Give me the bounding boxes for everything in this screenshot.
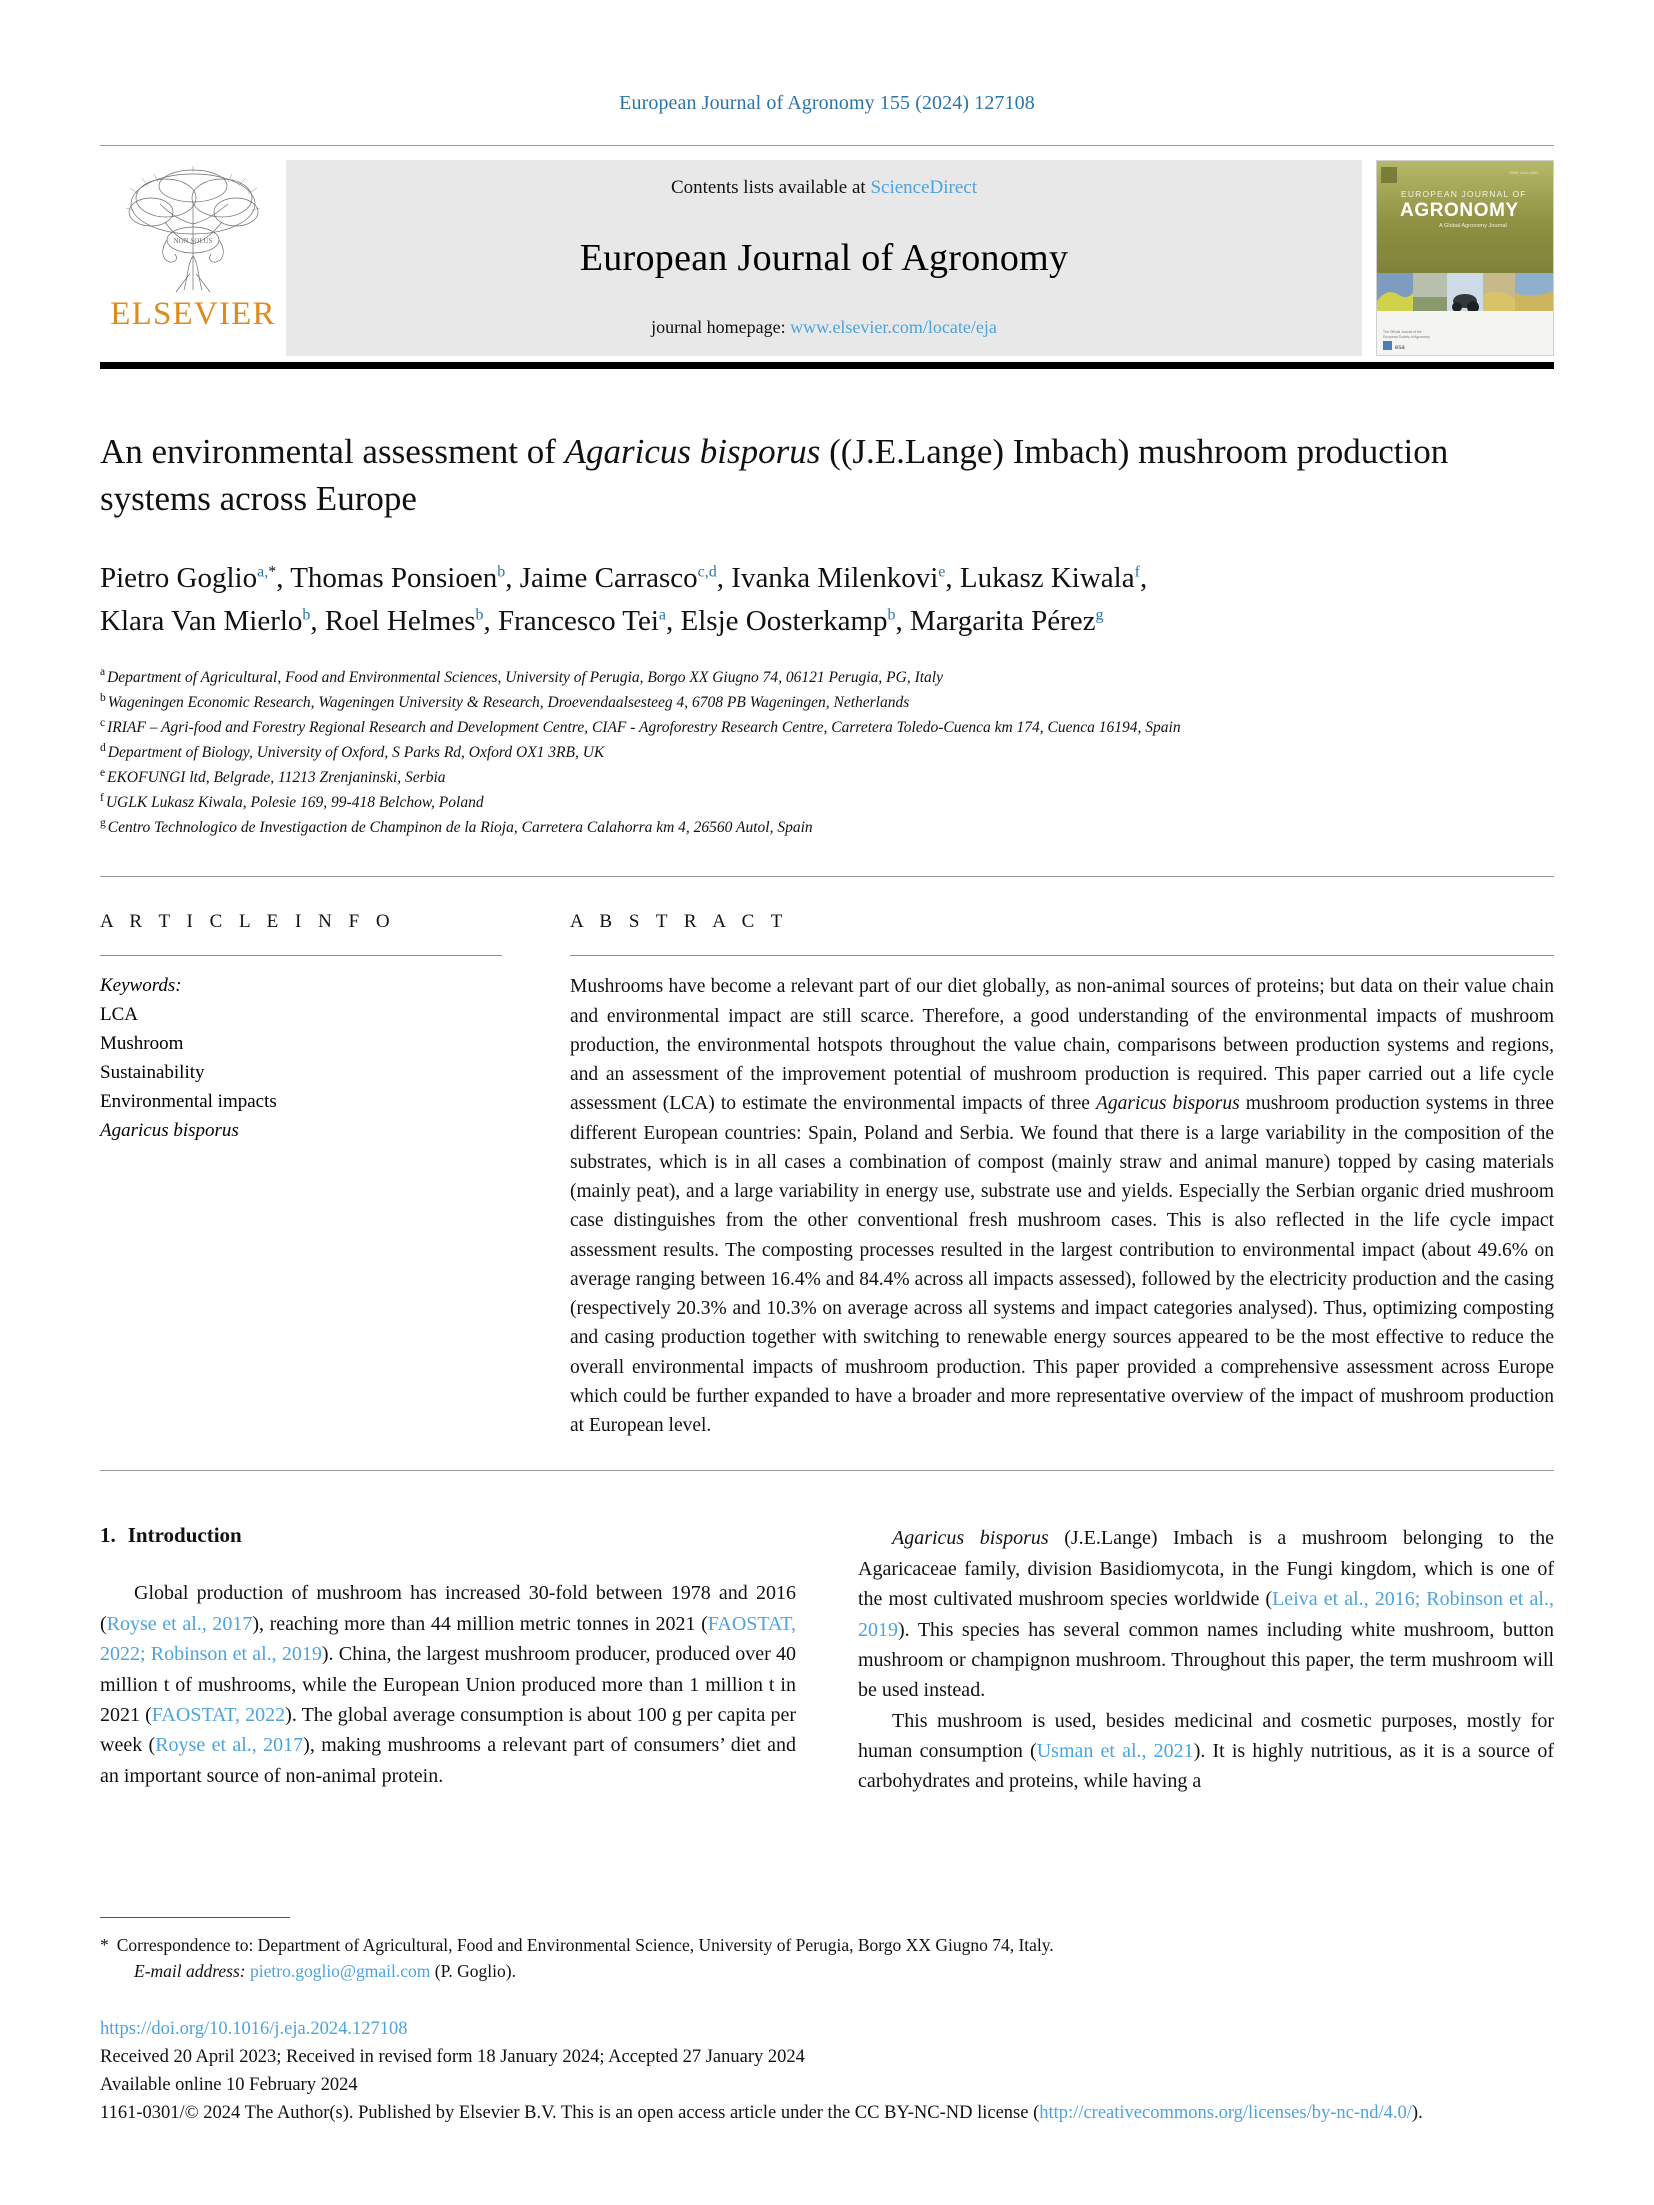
citation-link[interactable]: Usman et al., 2021 bbox=[1036, 1740, 1194, 1763]
abstract-bottom-rule bbox=[100, 1470, 1554, 1471]
author-name: Pietro Goglio bbox=[100, 561, 258, 594]
author-affil-mark: b bbox=[497, 563, 506, 581]
body-column-left bbox=[100, 1523, 796, 1797]
footnote-rule bbox=[100, 1917, 290, 1918]
author-item bbox=[498, 605, 681, 637]
article-info-heading: A R T I C L E I N F O bbox=[100, 911, 396, 933]
keywords-label: Keywords: bbox=[100, 975, 182, 997]
intro-text-b: ), reaching more than 44 million metric tonnes in 2021 ( bbox=[252, 1612, 708, 1635]
keyword-item: Sustainability bbox=[100, 1061, 205, 1083]
intro-paragraph-right-1 bbox=[858, 1523, 1554, 1705]
correspondence-note bbox=[100, 1932, 1554, 1958]
author-affil-mark: b bbox=[302, 606, 311, 624]
affiliation-text: Department of Agricultural, Food and Environmental Sciences, University of Perugia, Borgo XX Giugno 74, 06121 Perugia, PG, Italy bbox=[107, 668, 943, 686]
elsevier-wordmark: ELSEVIER bbox=[110, 296, 276, 332]
sciencedirect-link[interactable]: ScienceDirect bbox=[870, 177, 978, 198]
keyword-item: Mushroom bbox=[100, 1033, 184, 1055]
svg-text:NON SOLUS: NON SOLUS bbox=[173, 237, 213, 245]
author-item bbox=[325, 605, 498, 637]
keyword-item-italic: Agaricus bisporus bbox=[100, 1119, 239, 1141]
author-item bbox=[910, 605, 1103, 637]
email-label: E-mail address: bbox=[134, 1961, 246, 1982]
doi-link[interactable]: https://doi.org/10.1016/j.eja.2024.127108 bbox=[100, 2018, 408, 2039]
intro-right-text-c: This mushroom is used, besides medicinal and cosmetic purposes, mostly for human consumption ( bbox=[858, 1709, 1554, 1763]
title-part-2: ((J.E.Lange) Imbach) mushroom production systems across Europe bbox=[100, 432, 1449, 518]
affiliation-text: UGLK Lukasz Kiwala, Polesie 169, 99-418 Belchow, Poland bbox=[105, 794, 484, 812]
journal-homepage-link[interactable]: www.elsevier.com/locate/eja bbox=[790, 317, 997, 337]
correspondence-text: Correspondence to: Department of Agricultural, Food and Environmental Science, University of Perugia, Borgo XX Giugno 74, Italy. bbox=[116, 1935, 1054, 1956]
section-title: Introduction bbox=[127, 1523, 242, 1548]
author-affil-mark: g bbox=[1095, 606, 1104, 624]
affiliation-item bbox=[100, 790, 1554, 815]
author-item bbox=[290, 562, 520, 594]
page-footer bbox=[100, 1917, 1554, 2127]
body-column-right bbox=[858, 1523, 1554, 1797]
footnote-star: * bbox=[100, 1935, 109, 1956]
author-name: Jaime Carrasco bbox=[519, 561, 698, 594]
abstract-part-2: mushroom production systems in three different European countries: Spain, Poland and Serbia. We found that there is a large variability in the composition of the substrates, which is in all cases a combination of compost (mainly straw and animal manure) topped by casing materials (mainly peat), and a large variability in energy use, substrate use and yields. Especially the Serbian organic dried mushroom case distinguishes from the other conventional fresh mushroom cases. This is also reflected in the life cycle impact assessment results. The composting processes resulted in the largest contribution to environmental impact (about 49.6% on average ranging between 16.4% and 84.4% across all impacts assessed), followed by the electricity production and the casing (respectively 20.3% and 10.3% on average across all systems and impact categories analysed). Thus, optimizing composting and casing production together with switching to renewable energy sources appeared to be the most effective to reduce the overall environmental impacts of mushroom production. This paper provided a comprehensive assessment across Europe which could be further expanded to have a broader and more representative overview of the impact of mushroom production at European level. bbox=[570, 1093, 1554, 1437]
author-item bbox=[960, 562, 1147, 594]
author-name: Klara Van Mierlo bbox=[100, 604, 303, 637]
available-online: Available online 10 February 2024 bbox=[100, 2074, 358, 2095]
affiliation-mark: g bbox=[100, 817, 106, 830]
journal-cover-image bbox=[1377, 161, 1553, 355]
affiliation-text: IRIAF – Agri-food and Forestry Regional Research and Development Centre, CIAF - Agroforestry Research Centre, Carretera Toledo-Cuenca km 174, Cuenca 16194, Spain bbox=[107, 718, 1181, 736]
affiliation-mark: a bbox=[100, 666, 106, 679]
author-sep: , bbox=[1139, 561, 1148, 594]
body-columns bbox=[100, 1523, 1554, 1797]
author-affil-mark: c,d bbox=[697, 563, 717, 581]
abstract-part-1: Mushrooms have become a relevant part of our diet globally, as non-animal sources of proteins; but data on their value chain and environmental impact are still scarce. Therefore, a good understanding of the environmental impacts of mushroom production, the environmental hotspots throughout the value chain, comparisons between production systems and regions, and an assessment of the improvement potential of mushroom production is required. This paper carried out a life cycle assessment (LCA) to estimate the environmental impacts of three bbox=[570, 976, 1554, 1115]
publication-info bbox=[100, 2015, 1554, 2127]
svg-text:European Society of Agronomy: European Society of Agronomy bbox=[1383, 335, 1430, 339]
homepage-prefix: journal homepage: bbox=[651, 317, 791, 337]
svg-text:EUROPEAN JOURNAL OF: EUROPEAN JOURNAL OF bbox=[1401, 189, 1527, 199]
author-affil-mark: a, bbox=[257, 563, 269, 581]
keyword-item: Environmental impacts bbox=[100, 1090, 277, 1112]
affiliation-item bbox=[100, 665, 1554, 690]
copyright-line bbox=[100, 2099, 1554, 2127]
citation-link[interactable]: FAOSTAT, 2022; Robinson et al., 2019 bbox=[100, 1612, 796, 1666]
svg-text:AGRONOMY: AGRONOMY bbox=[1400, 200, 1519, 221]
affiliation-mark: e bbox=[100, 766, 106, 779]
affiliation-text: EKOFUNGI ltd, Belgrade, 11213 Zrenjaninski, Serbia bbox=[107, 769, 446, 787]
author-item bbox=[100, 605, 325, 637]
copyright-text-b: ). bbox=[1411, 2102, 1423, 2123]
author-sep: , bbox=[945, 561, 960, 594]
affiliation-item bbox=[100, 740, 1554, 765]
article-info-column bbox=[100, 911, 502, 1440]
author-affil-mark: e bbox=[938, 563, 946, 581]
journal-cover-thumbnail[interactable] bbox=[1376, 160, 1554, 356]
author-name: Margarita Pérez bbox=[910, 604, 1096, 637]
author-sep: , bbox=[895, 604, 911, 637]
abstract-column bbox=[570, 911, 1554, 1440]
author-affil-mark: b bbox=[887, 606, 896, 624]
author-name: Lukasz Kiwala bbox=[959, 561, 1135, 594]
affiliation-item bbox=[100, 765, 1554, 790]
masthead-bottom-rule bbox=[100, 362, 1554, 369]
intro-species: Agaricus bisporus bbox=[892, 1527, 1049, 1550]
author-sep: , bbox=[276, 561, 291, 594]
affiliation-item bbox=[100, 815, 1554, 840]
author-sep: , bbox=[716, 561, 732, 594]
author-item bbox=[520, 562, 732, 594]
author-sep: , bbox=[666, 604, 681, 637]
author-affil-mark: a bbox=[658, 606, 667, 624]
journal-title: European Journal of Agronomy bbox=[579, 237, 1069, 279]
intro-text-a: Global production of mushroom has increased 30-fold between 1978 and 2016 ( bbox=[100, 1582, 796, 1635]
author-item bbox=[100, 562, 290, 594]
intro-paragraph-right-2 bbox=[858, 1706, 1554, 1797]
corresponding-author-star: * bbox=[268, 563, 277, 581]
affiliation-mark: b bbox=[100, 691, 106, 704]
author-sep: , bbox=[483, 604, 499, 637]
affiliation-mark: f bbox=[100, 791, 104, 804]
email-suffix: (P. Goglio). bbox=[434, 1961, 516, 1982]
svg-text:The Official Journal of the: The Official Journal of the bbox=[1383, 330, 1422, 334]
svg-text:esa: esa bbox=[1395, 345, 1405, 351]
elsevier-tree-icon bbox=[118, 164, 268, 296]
affiliation-mark: d bbox=[100, 741, 106, 754]
intro-text-d: ). The global average consumption is about 100 g per capita per week ( bbox=[100, 1703, 796, 1757]
affiliation-mark: c bbox=[100, 716, 106, 729]
journal-banner bbox=[286, 160, 1362, 356]
received-dates: Received 20 April 2023; Received in revised form 18 January 2024; Accepted 27 January 2024 bbox=[100, 2046, 805, 2067]
intro-right-text-d: ). It is highly nutritious, as it is a source of carbohydrates and proteins, while having a bbox=[858, 1740, 1554, 1793]
license-link[interactable]: http://creativecommons.org/licenses/by-nc-nd/4.0/ bbox=[1039, 2102, 1412, 2123]
svg-text:A Global Agronomy Journal: A Global Agronomy Journal bbox=[1439, 223, 1507, 229]
citation-link[interactable]: FAOSTAT, 2022 bbox=[151, 1703, 286, 1726]
affiliation-text: Department of Biology, University of Oxford, S Parks Rd, Oxford OX1 3RB, UK bbox=[107, 743, 605, 761]
intro-right-text-b: ). This species has several common names including white mushroom, button mushroom or champignon mushroom. Throughout this paper, the term mushroom will be used instead. bbox=[858, 1618, 1554, 1702]
author-sep: , bbox=[310, 604, 325, 637]
journal-homepage-line bbox=[651, 317, 997, 338]
email-link[interactable]: pietro.goglio@gmail.com bbox=[250, 1961, 431, 1982]
article-info-rule bbox=[100, 955, 502, 956]
affiliation-text: Wageningen Economic Research, Wageningen University & Research, Droevendaalsesteeg 4, 6708 PB Wageningen, Netherlands bbox=[107, 693, 910, 711]
author-list bbox=[100, 557, 1554, 643]
abstract-text bbox=[570, 972, 1554, 1440]
author-affil-mark: b bbox=[475, 606, 484, 624]
svg-text:ISSN 1161-0301: ISSN 1161-0301 bbox=[1509, 170, 1539, 175]
journal-masthead bbox=[100, 145, 1554, 356]
intro-paragraph-left bbox=[100, 1578, 796, 1791]
affiliation-item bbox=[100, 690, 1554, 715]
page-title bbox=[100, 429, 1554, 523]
intro-text-e: ), making mushrooms a relevant part of consumers’ diet and an important source of non-animal protein. bbox=[100, 1734, 797, 1787]
author-name: Ivanka Milenkovi bbox=[731, 561, 939, 594]
citation-link[interactable]: Royse et al., 2017 bbox=[106, 1612, 253, 1635]
author-sep: , bbox=[505, 561, 520, 594]
title-species: Agaricus bisporus bbox=[564, 432, 821, 471]
abstract-species: Agaricus bisporus bbox=[1096, 1093, 1240, 1115]
contents-list-line bbox=[671, 177, 977, 199]
section-heading-introduction bbox=[100, 1523, 796, 1548]
author-name: Thomas Ponsioen bbox=[290, 561, 498, 594]
copyright-text-a: 1161-0301/© 2024 The Author(s). Published by Elsevier B.V. This is an open access article under the CC BY-NC-ND license ( bbox=[100, 2102, 1040, 2123]
email-note bbox=[100, 1958, 1554, 1984]
author-name: Elsje Oosterkamp bbox=[680, 604, 888, 637]
affiliation-list bbox=[100, 665, 1554, 841]
keyword-item: LCA bbox=[100, 1004, 138, 1026]
author-item bbox=[731, 562, 960, 594]
author-affil-mark: f bbox=[1134, 563, 1140, 581]
running-head: European Journal of Agronomy 155 (2024) 127108 bbox=[619, 92, 1035, 114]
affiliation-item bbox=[100, 715, 1554, 740]
title-part-1: An environmental assessment of bbox=[100, 432, 565, 471]
citation-link[interactable]: Royse et al., 2017 bbox=[155, 1734, 304, 1757]
abstract-rule bbox=[570, 955, 1554, 956]
section-number: 1. bbox=[100, 1523, 116, 1548]
author-name: Roel Helmes bbox=[324, 604, 476, 637]
intro-right-text-a: (J.E.Lange) Imbach is a mushroom belonging to the Agaricaceae family, division Basidiomycota, in the Fungi kingdom, which is one of the most cultivated mushroom species worldwide ( bbox=[858, 1527, 1555, 1611]
intro-text-c: ). China, the largest mushroom producer, produced over 40 million t of mushrooms, while the European Union produced more than 1 million t in 2021 ( bbox=[100, 1643, 796, 1726]
citation-link[interactable]: Leiva et al., 2016; Robinson et al., 2019 bbox=[858, 1588, 1554, 1641]
affiliation-text: Centro Technologico de Investigaction de Champinon de la Rioja, Carretera Calahorra km 4, 26560 Autol, Spain bbox=[107, 819, 813, 837]
author-item bbox=[681, 605, 910, 637]
info-abstract-section bbox=[100, 876, 1554, 1440]
abstract-heading: A B S T R A C T bbox=[570, 911, 789, 933]
contents-prefix: Contents lists available at bbox=[670, 177, 871, 198]
elsevier-logo bbox=[100, 160, 286, 356]
author-name: Francesco Tei bbox=[498, 604, 659, 637]
